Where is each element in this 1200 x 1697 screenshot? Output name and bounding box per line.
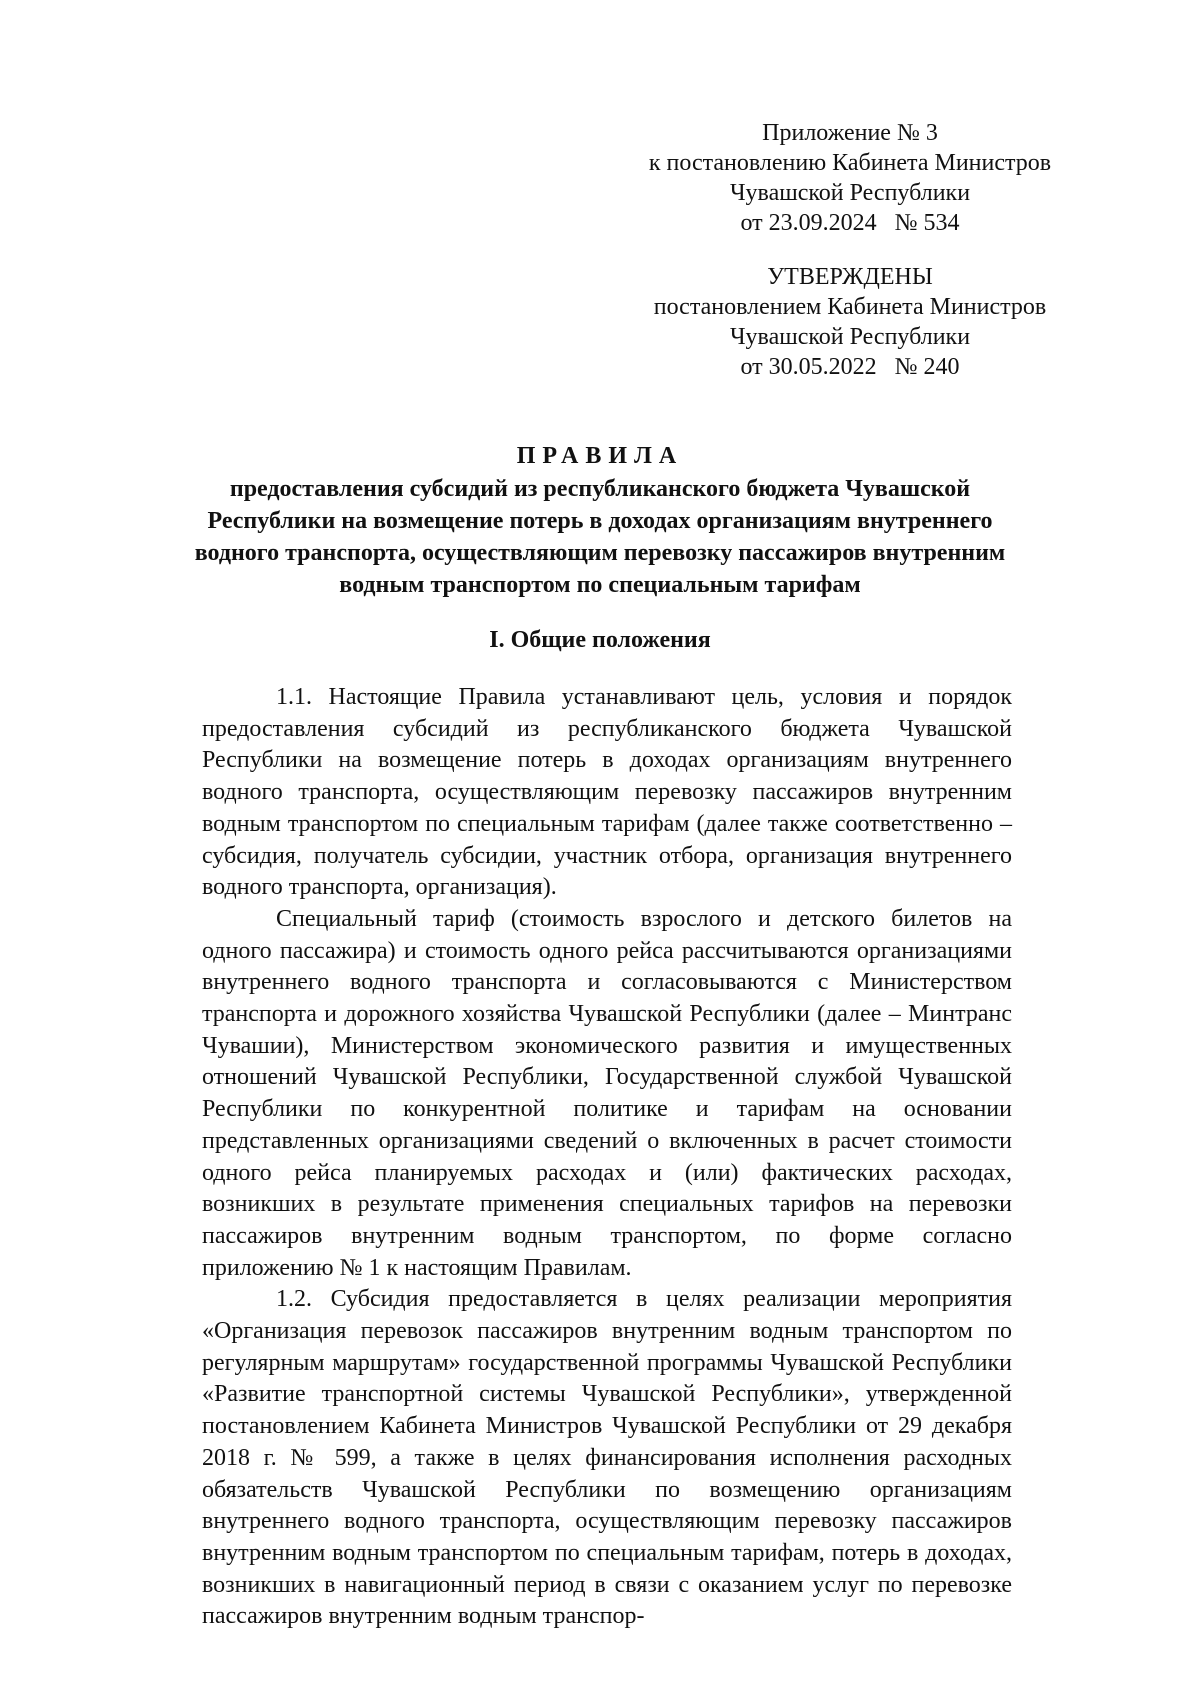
approval-stamp-label: УТВЕРЖДЕНЫ — [767, 264, 933, 290]
approval-republic: Чувашской Республики — [729, 324, 971, 350]
appendix-republic: Чувашской Республики — [729, 180, 971, 206]
section-heading: I. Общие положения — [489, 627, 711, 653]
paragraph-special-tariff: Специальный тариф (стоимость взрослого и детского билетов на одного пассажира) и стоимость одного рейса рассчитываются организациями внутреннего водного транспорта и согласовываются с Министерством транспорта и дорожного хозяйства Чувашской Республики (далее – Минтранс Чувашии), Министерством экономического развития и имущественных отношений Чувашской Республики, Государственной службой Чувашской Республики по конкурентной политике и тарифам на основании представленных организациями сведений о включенных в расчет стоимости одного рейса планируемых расходах и (или) фактических расходах, возникших в результате применения специальных тарифов на перевозки пассажиров внутренним водным транспортом, по форме согласно приложению № 1 к настоящим Правилам. — [202, 905, 1012, 1281]
appendix-date-number: от 23.09.2024 № 534 — [740, 210, 960, 236]
subtitle-line: предоставления субсидий из республиканского бюджета Чувашской — [229, 476, 971, 502]
appendix-number: Приложение № 3 — [762, 120, 938, 146]
approval-block — [630, 262, 1070, 382]
paragraph-1-1: 1.1. Настоящие Правила устанавливают цель, условия и порядок предоставления субсидий из республиканского бюджета Чувашской Республики на возмещение потерь в доходах организациям внутреннего водного транспорта, осуществляющим перевозку пассажиров внутренним водным транспортом по специальным тарифам (далее также соответственно – субсидия, получатель субсидии, участник отбора, организация внутреннего водного транспорта, организация). — [202, 684, 1012, 901]
paragraph-1-2: 1.2. Субсидия предоставляется в целях реализации мероприятия «Организация перевозок пассажиров внутренним водным транспортом по регулярным маршрутам» государственной программы Чувашской Республики «Развитие транспортной системы Чувашской Республики», утвержденной постановлением Кабинета Министров Чувашской Республики от 29 декабря 2018 г. № 599, а также в целях финансирования исполнения расходных обязательств Чувашской Республики по возмещению организациям внутреннего водного транспорта, осуществляющим перевозку пассажиров внутренним водным транспортом по специальным тарифам, потерь в доходах, возникших в навигационный период в связи с оказанием услуг по перевозке пассажиров внутренним водным транспор- — [202, 1286, 1012, 1630]
document-title-block — [190, 441, 1010, 601]
approval-resolution-ref: постановлением Кабинета Министров — [653, 294, 1047, 320]
subtitle-line: водным транспортом по специальным тарифам — [339, 572, 861, 598]
subtitle-line: водного транспорта, осуществляющим перевозку пассажиров внутренним — [194, 540, 1006, 566]
document-body — [202, 682, 1012, 1633]
appendix-reference-block — [630, 118, 1070, 238]
subtitle-line: Республики на возмещение потерь в доходах организациям внутреннего — [207, 508, 993, 534]
approval-date-number: от 30.05.2022 № 240 — [740, 354, 960, 380]
document-title: ПРАВИЛА — [516, 443, 684, 469]
appendix-resolution-ref: к постановлению Кабинета Министров — [648, 150, 1052, 176]
document-subtitle — [190, 473, 1010, 601]
